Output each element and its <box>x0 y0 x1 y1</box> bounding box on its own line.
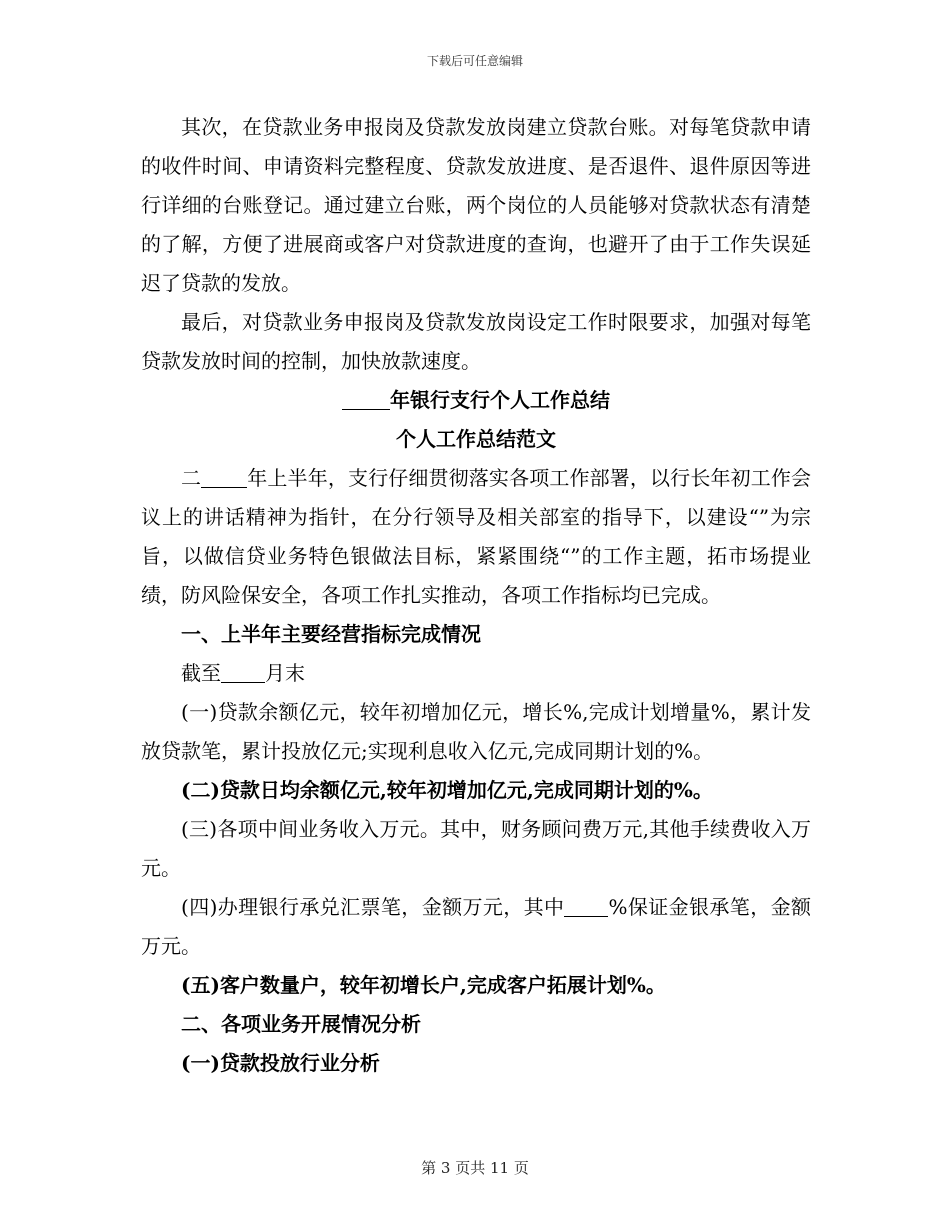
paragraph-intro <box>141 459 811 615</box>
paragraph-item-2: (二)贷款日均余额亿元,较年初增加亿元,完成同期计划的%。 <box>181 778 713 802</box>
paragraph-item-1: (一)贷款余额亿元，较年初增加亿元，增长%,完成计划增量%，累计发放贷款笔，累计投放亿元;实现利息收入亿元,完成同期计划的%。 <box>141 700 811 763</box>
heading-section-2: 二、各项业务开展情况分析 <box>181 1012 421 1036</box>
paragraph-time-limit: 最后，对贷款业务申报岗及贷款发放岗设定工作时限要求，加强对每笔贷款发放时间的控制，加快放款速度。 <box>141 310 811 373</box>
page-header-note: 下载后可任意编辑 <box>426 54 523 68</box>
blank-underline <box>201 467 247 488</box>
item-4-prefix: (四)办理银行承兑汇票笔，金额万元，其中 <box>181 895 565 919</box>
as-of-prefix: 截至 <box>181 661 221 685</box>
heading-section-1: 一、上半年主要经营指标完成情况 <box>181 622 481 646</box>
blank-underline <box>564 896 608 917</box>
paragraph-item-4 <box>141 888 811 966</box>
page-footer-number: 第 3 页共 11 页 <box>421 1159 529 1177</box>
document-subtitle: 个人工作总结范文 <box>396 427 556 451</box>
paragraph-item-3: (三)各项中间业务收入万元。其中，财务顾问费万元,其他手续费收入万元。 <box>141 817 811 880</box>
heading-subsection-1: (一)贷款投放行业分析 <box>181 1051 380 1075</box>
paragraph-as-of <box>141 654 811 693</box>
item-4-suffix: %保证金银承笔，金额万元。 <box>141 895 811 958</box>
document-body <box>141 108 811 1083</box>
paragraph-ledger: 其次，在贷款业务申报岗及贷款发放岗建立贷款台账。对每笔贷款申请的收件时间、申请资料完整程度、贷款发放进度、是否退件、退件原因等进行详细的台账登记。通过建立台账，两个岗位的人员能够对贷款状态有清楚的了解，方便了进展商或客户对贷款进度的查询，也避开了由于工作失误延迟了贷款的发放。 <box>141 115 811 295</box>
intro-text: 年上半年，支行仔细贯彻落实各项工作部署，以行长年初工作会议上的讲话精神为指针，在分行领导及相关部室的指导下，以建设“”为宗旨，以做信贷业务特色银做法目标，紧紧围绕“”的工作主题，拓市场提业绩，防风险保安全，各项工作扎实推动，各项工作指标均已完成。 <box>141 466 812 607</box>
blank-underline <box>221 662 265 683</box>
document-title <box>141 381 811 420</box>
document-title-text: 年银行支行个人工作总结 <box>390 388 610 412</box>
paragraph-item-5: (五)客户数量户，较年初增长户,完成客户拓展计划%。 <box>181 973 666 997</box>
blank-underline <box>342 389 390 410</box>
as-of-suffix: 月末 <box>265 661 305 685</box>
intro-prefix: 二 <box>181 466 202 490</box>
